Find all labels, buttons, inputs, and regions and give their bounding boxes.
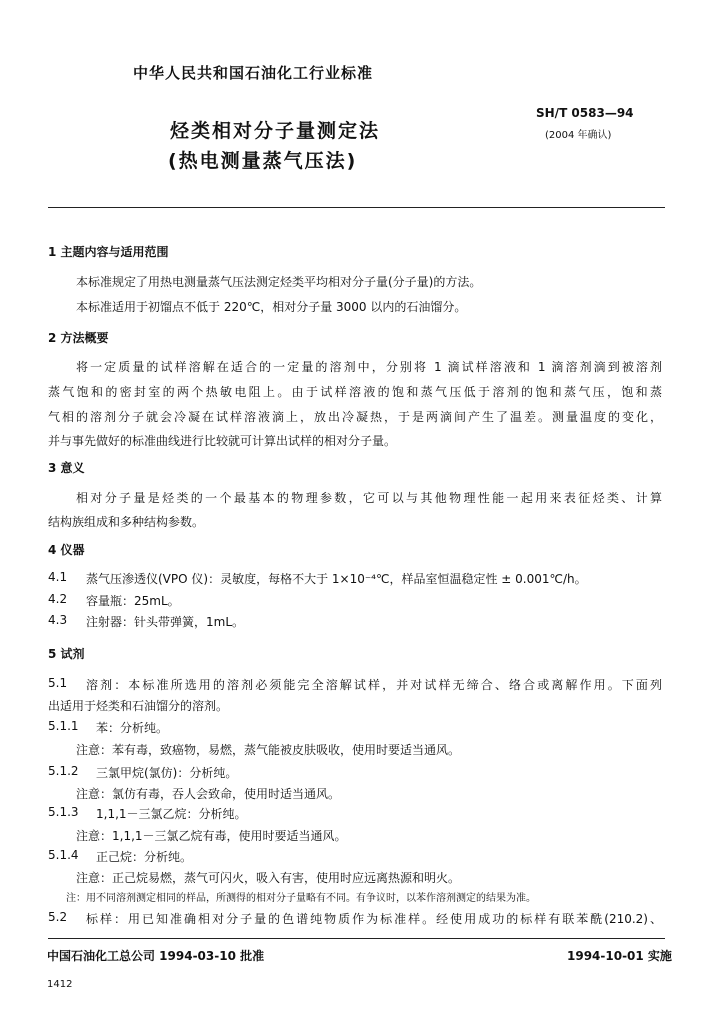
issuing-organization: 中华人民共和国石油化工行业标准	[133, 64, 374, 82]
item-text: 蒸气压渗透仪(VPO 仪)：灵敏度，每格不大于 1×10⁻⁴℃，样品室恒温稳定性 ± 0.001℃/h。	[86, 572, 587, 586]
section-heading-3: 3 意义	[48, 461, 85, 475]
item-text: 注射器：针头带弹簧，1mL。	[86, 615, 245, 629]
footer-divider	[48, 938, 665, 939]
confirmation-note: (2004 年确认)	[545, 130, 612, 141]
section-heading-2: 2 方法概要	[48, 331, 109, 345]
item-text: 1,1,1－三氯乙烷：分析纯。	[96, 807, 247, 821]
paragraph-line: 并与事先做好的标准曲线进行比较就可计算出试样的相对分子量。	[48, 434, 397, 448]
item-text: 苯：分析纯。	[96, 721, 169, 735]
standard-code: SH/T 0583—94	[536, 106, 634, 120]
paragraph-line: 相对分子量是烃类的一个最基本的物理参数，它可以与其他物理性能一起用来表征烃类、计算	[76, 491, 662, 505]
warning-note: 注意：1,1,1－三氯乙烷有毒，使用时要适当通风。	[76, 829, 347, 843]
header-divider	[48, 207, 665, 208]
warning-note: 注意：正己烷易燃，蒸气可闪火，吸入有害，使用时应远离热源和明火。	[76, 871, 461, 885]
item-number: 5.1	[48, 676, 68, 690]
paragraph-line: 将一定质量的试样溶解在适合的一定量的溶剂中，分别将 1 滴试样溶液和 1 滴溶剂滴到被溶剂	[76, 360, 662, 374]
item-number: 4.1	[48, 570, 68, 584]
paragraph: 本标准规定了用热电测量蒸气压法测定烃类平均相对分子量(分子量)的方法。	[76, 275, 482, 289]
item-text: 容量瓶：25mL。	[86, 594, 180, 608]
item-text: 标样：用已知准确相对分子量的色谱纯物质作为标准样。经使用成功的标样有联苯酰(210.2)、	[86, 912, 662, 926]
section-heading-5: 5 试剂	[48, 647, 85, 661]
footnote: 注：用不同溶剂测定相同的样品，所测得的相对分子量略有不同。有争议时，以苯作溶剂测定的结果为准。	[66, 893, 536, 904]
page-number: 1412	[47, 979, 73, 990]
paragraph: 本标准适用于初馏点不低于 220℃，相对分子量 3000 以内的石油馏分。	[76, 300, 467, 314]
item-text: 正己烷：分析纯。	[96, 850, 193, 864]
paragraph-line: 结构族组成和多种结构参数。	[48, 515, 205, 529]
warning-note: 注意：苯有毒，致癌物，易燃，蒸气能被皮肤吸收，使用时要适当通风。	[76, 743, 461, 757]
section-heading-4: 4 仪器	[48, 543, 85, 557]
approval-date: 中国石油化工总公司 1994-03-10 批准	[47, 949, 265, 963]
item-number: 5.1.1	[48, 719, 79, 733]
item-number: 5.1.2	[48, 764, 79, 778]
document-subtitle: (热电测量蒸气压法)	[168, 150, 358, 172]
item-number: 4.3	[48, 613, 68, 627]
paragraph-line: 蒸气饱和的密封室的两个热敏电阻上。由于试样溶液的饱和蒸气压低于溶剂的饱和蒸气压，饱和蒸	[48, 385, 662, 399]
item-number: 5.2	[48, 910, 68, 924]
item-text: 出适用于烃类和石油馏分的溶剂。	[48, 699, 229, 713]
section-heading-1: 1 主题内容与适用范围	[48, 245, 169, 259]
item-number: 5.1.3	[48, 805, 79, 819]
warning-note: 注意：氯仿有毒，吞人会致命，使用时适当通风。	[76, 787, 341, 801]
paragraph-line: 气相的溶剂分子就会冷凝在试样溶液滴上，放出冷凝热，于是两滴间产生了温差。测量温度的变化，	[48, 410, 662, 424]
document-title: 烃类相对分子量测定法	[170, 120, 381, 142]
item-text: 溶剂：本标准所选用的溶剂必须能完全溶解试样，并对试样无缔合、络合或离解作用。下面列	[86, 678, 662, 692]
item-number: 5.1.4	[48, 848, 79, 862]
implementation-date: 1994-10-01 实施	[567, 949, 672, 963]
item-number: 4.2	[48, 592, 68, 606]
item-text: 三氯甲烷(氯仿)：分析纯。	[96, 766, 238, 780]
